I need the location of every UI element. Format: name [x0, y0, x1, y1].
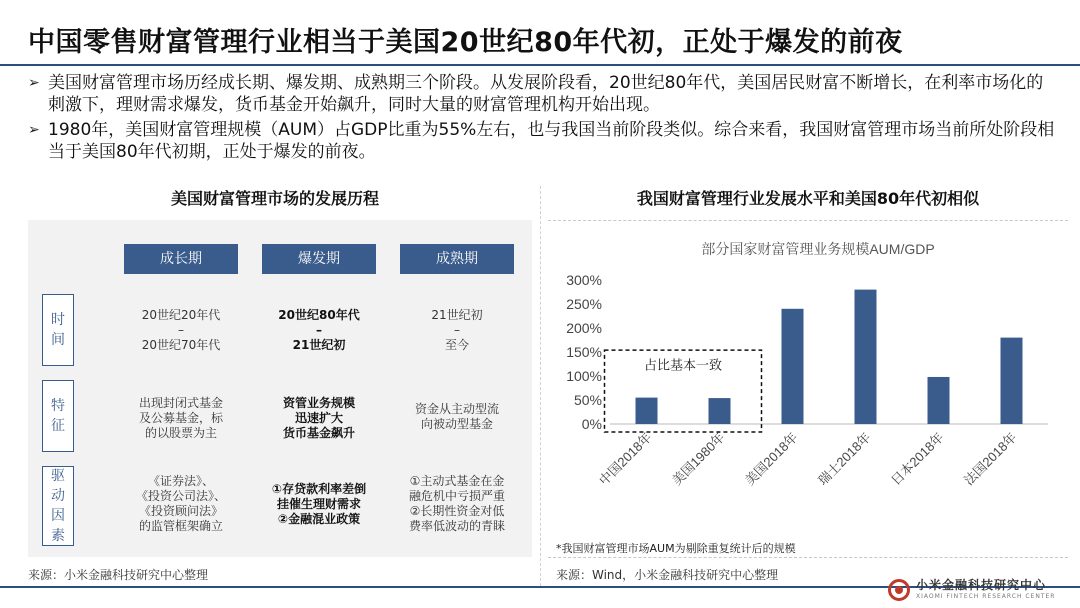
x-tick-label: 日本2018年	[887, 429, 947, 489]
x-tick-label: 美国1980年	[668, 429, 728, 489]
row-label-drivers	[42, 466, 74, 546]
cell-line: 20世纪80年代	[278, 308, 360, 322]
bullet-item	[28, 119, 1058, 163]
right-source: 来源：Wind，小米金融科技研究中心整理	[556, 568, 779, 582]
y-tick-label: 250%	[566, 296, 602, 312]
phase-header-boom: 爆发期	[262, 244, 376, 274]
cell-line: 融危机中亏损严重	[408, 489, 505, 503]
arrow-bullet-icon: ➢	[28, 75, 40, 91]
bar	[928, 377, 950, 424]
cell-line: 货币基金飙升	[282, 426, 355, 440]
row-label-feature	[42, 380, 74, 452]
cell-time-boom	[259, 308, 379, 353]
bullet-item	[28, 72, 1058, 116]
bar	[782, 309, 804, 424]
arrow-bullet-icon: ➢	[28, 122, 40, 138]
cell-feature-mature	[397, 402, 517, 432]
cell-line: 的监管框架确立	[138, 519, 223, 533]
page-title: 中国零售财富管理行业相当于美国20世纪80年代初，正处于爆发的前夜	[28, 27, 903, 58]
x-tick-label: 瑞士2018年	[814, 429, 874, 489]
cell-time-growth	[121, 308, 241, 353]
x-tick-label: 美国2018年	[741, 429, 801, 489]
left-source: 来源：小米金融科技研究中心整理	[28, 568, 209, 582]
y-tick-label: 0%	[581, 416, 602, 432]
cell-line: 及公募基金，标	[138, 411, 223, 425]
cell-drivers-growth	[121, 474, 241, 534]
row-label-text: 特征	[51, 398, 65, 434]
row-label-text: 驱动因素	[51, 468, 65, 544]
y-tick-label: 100%	[566, 368, 602, 384]
cell-line: 向被动型基金	[420, 417, 493, 431]
cell-drivers-mature	[397, 474, 517, 534]
y-tick-label: 200%	[566, 320, 602, 336]
left-panel-title: 美国财富管理市场的发展历程	[170, 189, 379, 208]
chart-title: 部分国家财富管理业务规模AUM/GDP	[701, 241, 935, 257]
logo-text-cn: 小米金融科技研究中心	[916, 578, 1047, 592]
cell-line: 《投资顾问法》	[138, 504, 223, 518]
cell-time-mature	[397, 308, 517, 353]
phase-header-mature: 成熟期	[400, 244, 514, 274]
cell-line: 资管业务规模	[282, 396, 355, 410]
logo-text-en: XIAOMI FINTECH RESEARCH CENTER	[916, 593, 1056, 600]
y-tick-label: 150%	[566, 344, 602, 360]
bar	[1001, 338, 1023, 424]
y-tick-label: 50%	[573, 392, 602, 408]
cell-line: 20世纪20年代	[141, 308, 221, 322]
bar	[709, 398, 731, 424]
cell-line: 出现封闭式基金	[138, 396, 223, 410]
cell-line: 至今	[444, 338, 469, 352]
logo-dot-icon	[895, 586, 903, 594]
bar	[855, 290, 877, 424]
cell-line: 迅速扩大	[294, 411, 343, 425]
cell-line: 20世纪70年代	[141, 338, 221, 352]
cell-line: ①存贷款利率差倒	[271, 482, 367, 496]
cell-line: ①主动式基金在金	[409, 474, 505, 488]
row-label-time	[42, 294, 74, 366]
cell-line: –	[454, 323, 460, 337]
cell-feature-boom	[259, 396, 379, 441]
cell-line: –	[316, 323, 322, 337]
cell-line: 的以股票为主	[144, 426, 217, 440]
bar	[636, 398, 658, 424]
cell-feature-growth	[121, 396, 241, 441]
cell-line: 资金从主动型流	[414, 402, 499, 416]
x-tick-label: 中国2018年	[595, 429, 655, 489]
cell-drivers-boom	[259, 482, 379, 527]
annotation-group	[605, 350, 762, 432]
bullet-text: 美国财富管理市场历经成长期、爆发期、成熟期三个阶段。从发展阶段看，20世纪80年代，美国居民财富不断增长，在利率市场化的刺激下，理财需求爆发，货币基金开始飙升，同时大量的财富管理机构开始出现。	[48, 73, 1044, 115]
aum-gdp-bar-chart	[548, 220, 1068, 538]
chart-panel-border	[548, 557, 1068, 558]
right-panel-title: 我国财富管理行业发展水平和美国80年代初相似	[636, 189, 980, 208]
cell-line: 21世纪初	[431, 308, 483, 322]
us-wealth-stages-table	[28, 220, 532, 557]
cell-line: 21世纪初	[292, 338, 346, 352]
bullet-text: 1980年，美国财富管理规模（AUM）占GDP比重为55%左右，也与我国当前阶段类似。综合来看，我国财富管理市场当前所处阶段相当于美国80年代初期，正处于爆发的前夜。	[48, 120, 1055, 162]
cell-line: –	[178, 323, 184, 337]
summary-bullets	[28, 72, 1058, 166]
cell-line: 费率低波动的青睐	[408, 519, 505, 533]
y-tick-label: 300%	[566, 272, 602, 288]
row-label-text: 时间	[51, 312, 65, 348]
cell-line: 《证券法》、	[147, 474, 214, 488]
cell-line: ②长期性资金对低	[409, 504, 505, 518]
brand-logo	[884, 575, 1074, 605]
title-divider	[0, 64, 1080, 66]
x-axis-labels	[596, 430, 1020, 489]
chart-footnote: *我国财富管理市场AUM为剔除重复统计后的规模	[556, 542, 796, 555]
cell-line: 《投资公司法》、	[135, 489, 226, 503]
x-tick-label: 法国2018年	[960, 429, 1020, 489]
cell-line: 挂催生理财需求	[276, 497, 361, 511]
annotation-label: 占比基本一致	[643, 357, 723, 373]
cell-line: ②金融混业政策	[277, 512, 361, 526]
phase-header-growth: 成长期	[124, 244, 238, 274]
panel-divider	[540, 186, 541, 586]
